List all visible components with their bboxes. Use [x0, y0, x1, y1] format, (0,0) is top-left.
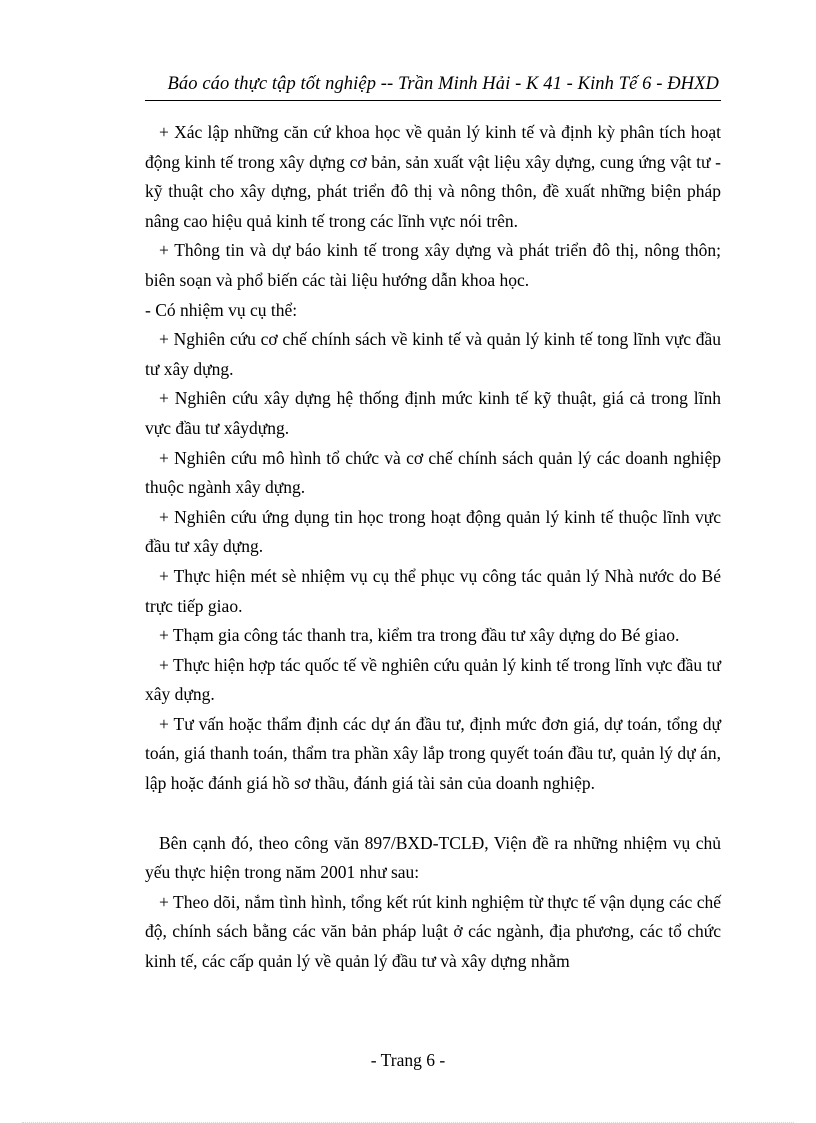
paragraph-policy-research: + Nghiên cứu cơ chế chính sách về kinh tế và quản lý kinh tế tong lĩnh vực đầu tư xây dựng. [145, 329, 721, 379]
paragraph-international-cooperation: + Thực hiện hợp tác quốc tế về nghiên cứu quản lý kinh tế trong lĩnh vực đầu tư xây dựng. [145, 654, 721, 705]
page-header [145, 74, 721, 101]
page-number: - Trang 6 - [370, 1050, 446, 1070]
paragraph-specific-tasks-heading: - Có nhiệm vụ cụ thể: [145, 299, 298, 320]
paragraph-official-letter: Bên cạnh đó, theo công văn 897/BXD-TCLĐ, Viện đề ra những nhiệm vụ chủ yếu thực hiện trong năm 2001 như sau: [145, 832, 721, 883]
paragraph-scientific-basis: + Xác lập những căn cứ khoa học về quản lý kinh tế và định kỳ phân tích hoạt động kinh tế trong xây dựng cơ bản, sản xuất vật liệu xây dựng, cung ứng vật tư - kỹ thuật cho xây dựng, phát triển đô thị và nông thôn, đề xuất những biện pháp nâng cao hiệu quả kinh tế trong các lĩnh vực nói trên. [145, 122, 721, 231]
header-title: Báo cáo thực tập tốt nghiệp -- Trần Minh Hải - K 41 - Kinh Tế 6 - ĐHXD [167, 74, 719, 94]
paragraph-monitoring: + Theo dõi, nắm tình hình, tổng kết rút kinh nghiệm từ thực tế vận dụng các chế độ, chính sách bằng các văn bản pháp luật ở các ngành, địa phương, các tổ chức kinh tế, các cấp quản lý về quản lý đầu tư và xây dựng nhằm [145, 891, 721, 972]
paragraph-it-application: + Nghiên cứu ứng dụng tin học trong hoạt động quản lý kinh tế thuộc lĩnh vực đầu tư xây dựng. [145, 506, 721, 557]
document-body [145, 118, 721, 977]
paragraph-inspection: + Thạm gia công tác thanh tra, kiểm tra trong đầu tư xây dựng do Bé giao. [159, 625, 680, 646]
paragraph-state-management-tasks: + Thực hiện mét sè nhiệm vụ cụ thể phục vụ công tác quản lý Nhà nước do Bé trực tiếp giao. [145, 565, 721, 616]
paragraph-norms-research: + Nghiên cứu xây dựng hệ thống định mức kinh tế kỹ thuật, giá cả trong lĩnh vực đầu tư xâydựng. [145, 388, 721, 438]
paragraph-information-forecast: + Thông tin và dự báo kinh tế trong xây dựng và phát triển đô thị, nông thôn; biên soạn và phổ biến các tài liệu hướng dẫn khoa học. [145, 240, 721, 290]
paragraph-consulting: + Tư vấn hoặc thẩm định các dự án đầu tư, định mức đơn giá, dự toán, tổng dự toán, giá thanh toán, thẩm tra phần xây lắp trong quyết toán đầu tư, quản lý dự án, lập hoặc đánh giá hồ sơ thầu, đánh giá tài sản của doanh nghiệp. [145, 713, 721, 794]
paragraph-organization-model: + Nghiên cứu mô hình tổ chức và cơ chế chính sách quản lý các doanh nghiệp thuộc ngành xây dựng. [145, 447, 721, 498]
